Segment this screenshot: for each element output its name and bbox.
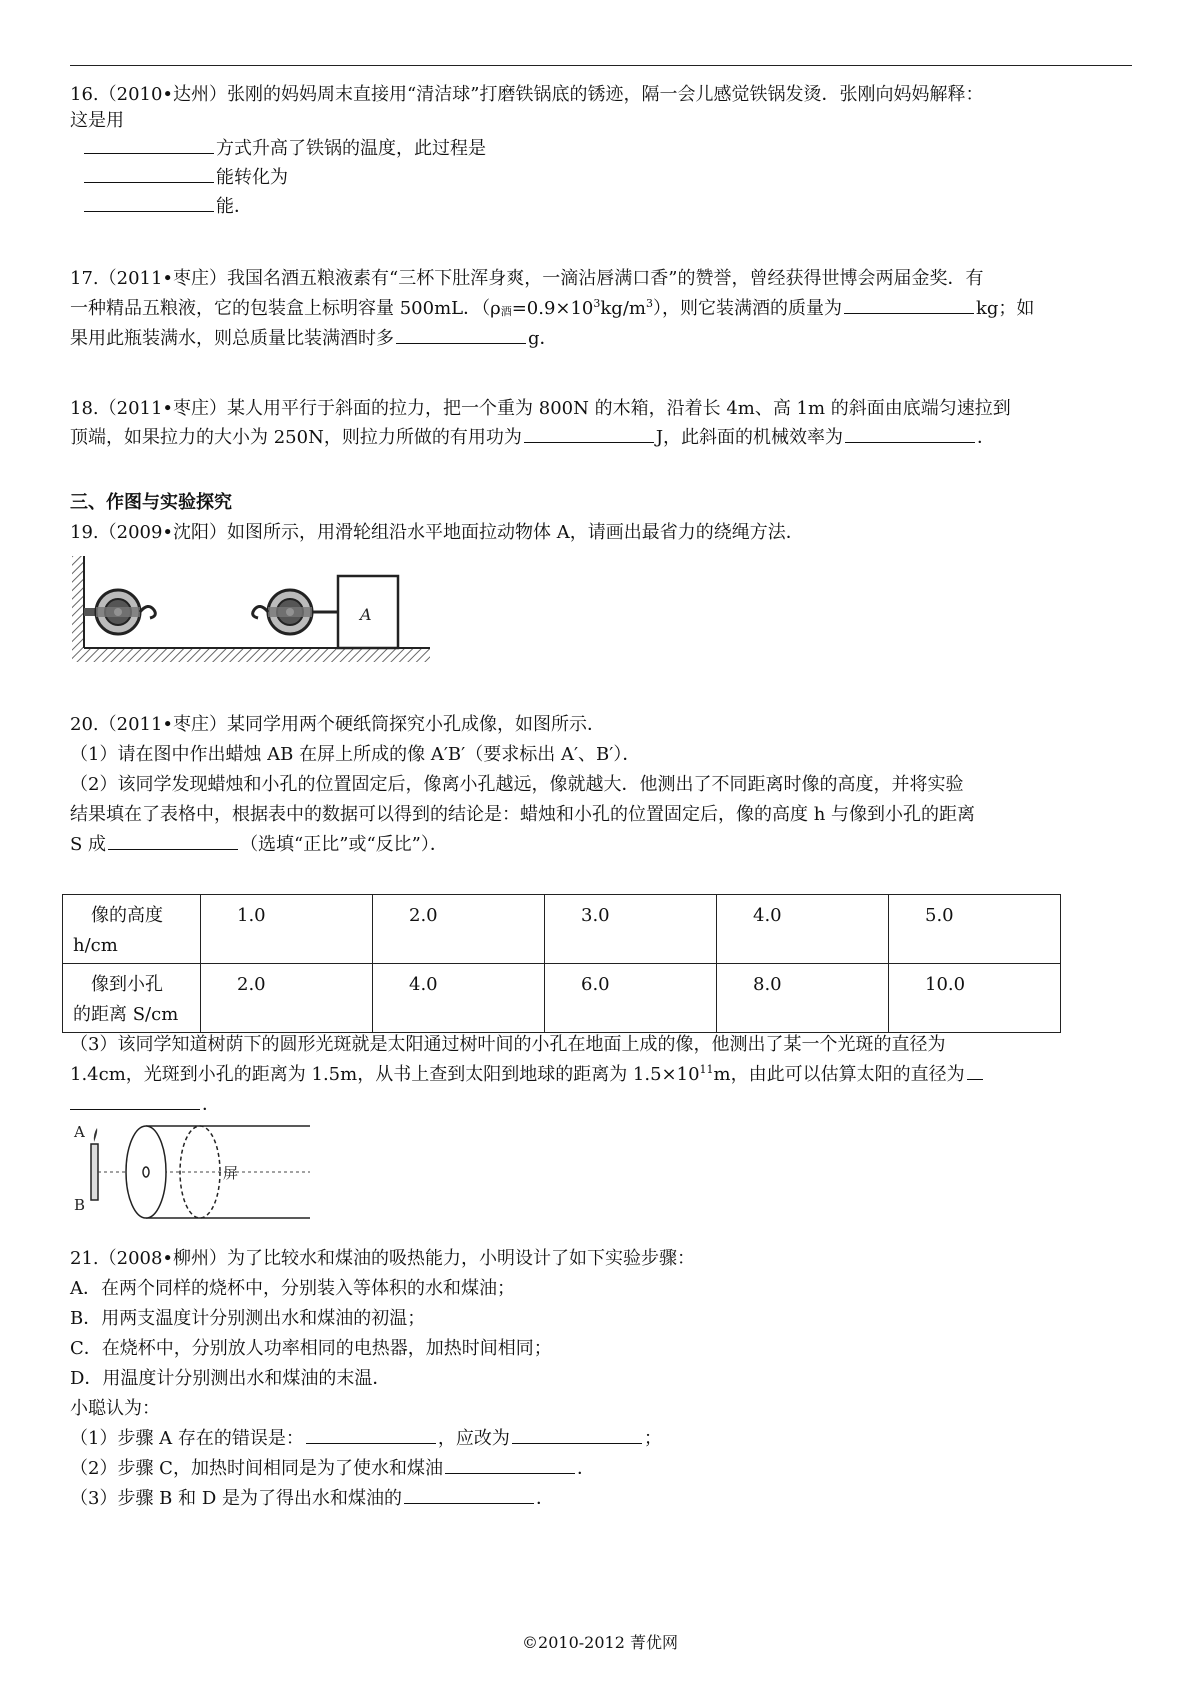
q17-line3 <box>70 326 558 352</box>
answer-blank <box>84 166 214 183</box>
q21-sub2-a: （2）步骤 C，加热时间相同是为了使水和煤油 <box>70 1458 443 1479</box>
ground-hatch <box>84 648 430 662</box>
table-cell: 3.0 <box>545 895 717 964</box>
q21-sub3-b: ． <box>536 1488 554 1509</box>
screen-label: 屏 <box>223 1164 239 1182</box>
q16-line3-text: 方式升高了铁锅的温度，此过程是 <box>216 138 486 159</box>
q21-step-c: C．在烧杯中，分别放人功率相同的电热器，加热时间相同； <box>70 1338 552 1359</box>
q20-line7 <box>70 1062 983 1088</box>
q16-line5-text: 能． <box>216 196 252 217</box>
outer-tube-front <box>126 1126 166 1218</box>
row-header-distance <box>63 964 201 1033</box>
table-cell: 4.0 <box>717 895 889 964</box>
q20-line8 <box>70 1092 220 1118</box>
q20-line7-a: 1.4cm，光斑到小孔的距离为 1.5m，从书上查到太阳到地球的距离为 1.5×10 <box>70 1064 700 1085</box>
candle-label-a: A <box>74 1123 85 1141</box>
q18-line2-b: J，此斜面的机械效率为 <box>655 427 844 448</box>
q20-line5-a: S 成 <box>70 834 107 855</box>
answer-blank <box>108 833 238 850</box>
table-cell: 5.0 <box>889 895 1061 964</box>
table-cell: 1.0 <box>201 895 373 964</box>
q17-line1: 17.（2011•枣庄）我国名酒五粮液素有“三杯下肚浑身爽，一滴沾唇满口香”的赞誉，曾经获得世博会两届金奖．有 <box>70 268 984 289</box>
q20-line5 <box>70 832 448 858</box>
q17-line2 <box>70 296 1034 322</box>
q16-line5 <box>84 194 252 220</box>
page-footer: ©2010-2012 菁优网 <box>522 1633 678 1652</box>
q20-line1: 20.（2011•枣庄）某同学用两个硬纸筒探究小孔成像，如图所示． <box>70 714 606 735</box>
pinhole-figure <box>70 1120 310 1220</box>
candle-label-b: B <box>74 1196 86 1214</box>
q17-line2-d: ），则它装满酒的质量为 <box>652 298 842 319</box>
q21-sub2-b: ． <box>576 1458 595 1479</box>
answer-blank-start <box>967 1063 983 1080</box>
q21-sub1-b: ，应改为 <box>437 1428 510 1449</box>
q20-line5-b: （选填“正比”或“反比”）． <box>240 834 448 855</box>
table-cell: 10.0 <box>889 964 1061 1033</box>
q21-sub1-a: （1）步骤 A 存在的错误是： <box>70 1428 304 1449</box>
q17-exponent: 3 <box>593 297 601 310</box>
q20-line7-b: m，由此可以估算太阳的直径为 <box>713 1064 965 1085</box>
answer-blank <box>524 426 654 443</box>
q20-line6: （3）该同学知道树荫下的圆形光斑就是太阳通过树叶间的小孔在地面上成的像，他测出了某一个光斑的直径为 <box>70 1034 946 1055</box>
q16-line1: 16.（2010•达州）张刚的妈妈周末直接用“清洁球”打磨铁锅底的锈迹，隔一会儿感觉铁锅发烫．张刚向妈妈解释： <box>70 84 984 105</box>
fixed-pulley <box>96 590 140 634</box>
table-cell: 2.0 <box>373 895 545 964</box>
q20-line3: （2）该同学发现蜡烛和小孔的位置固定后，像离小孔越远，像就越大．他测出了不同距离时像的高度，并将实验 <box>70 774 964 795</box>
object-a-label: A <box>360 605 372 624</box>
q21-line1: 21.（2008•柳州）为了比较水和煤油的吸热能力，小明设计了如下实验步骤： <box>70 1248 696 1269</box>
movable-pulley <box>268 590 312 634</box>
q20-line8-text: ． <box>202 1094 220 1115</box>
q20-exponent: 11 <box>699 1063 714 1076</box>
top-rule <box>70 65 1132 66</box>
q17-line3-b: g． <box>528 328 558 349</box>
q21-sub2 <box>70 1456 595 1482</box>
answer-blank <box>512 1427 642 1444</box>
answer-blank <box>84 195 214 212</box>
row-header-height <box>63 895 201 964</box>
table-row <box>63 964 1061 1033</box>
movable-hook <box>253 606 268 618</box>
table-cell: 2.0 <box>201 964 373 1033</box>
q16-line2: 这是用 <box>70 110 124 131</box>
row-header-line: h/cm <box>73 935 118 956</box>
pulley-figure <box>72 556 430 664</box>
q17-line2-a: 一种精品五粮液，它的包装盒上标明容量 500mL．（ρ <box>70 298 501 319</box>
q20-line2: （1）请在图中作出蜡烛 AB 在屏上所成的像 A′B′（要求标出 A′、B′）． <box>70 744 641 765</box>
q16-line3 <box>84 136 486 162</box>
q17-line2-c: kg/m <box>600 298 646 319</box>
q21-step-d: D．用温度计分别测出水和煤油的末温． <box>70 1368 391 1389</box>
q21-intro: 小聪认为： <box>70 1398 160 1419</box>
q17-unit-exponent: 3 <box>645 297 653 310</box>
q19-line1: 19.（2009•沈阳）如图所示，用滑轮组沿水平地面拉动物体 A，请画出最省力的绕绳方法． <box>70 522 804 543</box>
wall-hatch <box>72 556 84 662</box>
q21-sub1-c: ； <box>643 1428 662 1449</box>
table-cell: 8.0 <box>717 964 889 1033</box>
row-header-line: 像的高度 <box>91 905 163 926</box>
answer-blank <box>396 327 526 344</box>
q20-line4: 结果填在了表格中，根据表中的数据可以得到的结论是：蜡烛和小孔的位置固定后，像的高度 h 与像到小孔的距离 <box>70 804 976 825</box>
q18-line1: 18.（2011•枣庄）某人用平行于斜面的拉力，把一个重为 800N 的木箱，沿着长 4m、高 1m 的斜面由底端匀速拉到 <box>70 398 1011 419</box>
fixed-hook <box>140 606 155 618</box>
row-header-line: 的距离 S/cm <box>73 1004 179 1025</box>
table-cell: 6.0 <box>545 964 717 1033</box>
q21-sub3 <box>70 1486 554 1512</box>
table-cell: 4.0 <box>373 964 545 1033</box>
q17-line2-e: kg；如 <box>975 298 1035 319</box>
q21-sub1 <box>70 1426 662 1452</box>
answer-blank <box>306 1427 436 1444</box>
answer-blank <box>844 297 974 314</box>
row-header-line: 像到小孔 <box>91 974 163 995</box>
section-heading: 三、作图与实验探究 <box>70 492 232 513</box>
table-row <box>63 895 1061 964</box>
data-table <box>62 894 1061 1033</box>
answer-blank <box>84 137 214 154</box>
q16-line4 <box>84 165 288 191</box>
answer-blank <box>404 1487 534 1504</box>
answer-blank <box>845 426 975 443</box>
q17-line3-a: 果用此瓶装满水，则总质量比装满酒时多 <box>70 328 394 349</box>
q17-line2-b: =0.9×10 <box>511 298 594 319</box>
q18-line2-c: ． <box>977 427 996 448</box>
q21-step-a: A．在两个同样的烧杯中，分别装入等体积的水和煤油； <box>70 1278 515 1299</box>
candle <box>91 1128 98 1200</box>
answer-blank <box>445 1457 575 1474</box>
q18-line2-a: 顶端，如果拉力的大小为 250N，则拉力所做的有用功为 <box>70 427 522 448</box>
q21-step-b: B．用两支温度计分别测出水和煤油的初温； <box>70 1308 426 1329</box>
q17-rho-subscript: 酒 <box>500 305 512 318</box>
answer-blank-end <box>70 1093 200 1110</box>
q21-sub3-a: （3）步骤 B 和 D 是为了得出水和煤油的 <box>70 1488 402 1509</box>
q16-line4-text: 能转化为 <box>216 167 288 188</box>
q18-line2 <box>70 425 995 451</box>
